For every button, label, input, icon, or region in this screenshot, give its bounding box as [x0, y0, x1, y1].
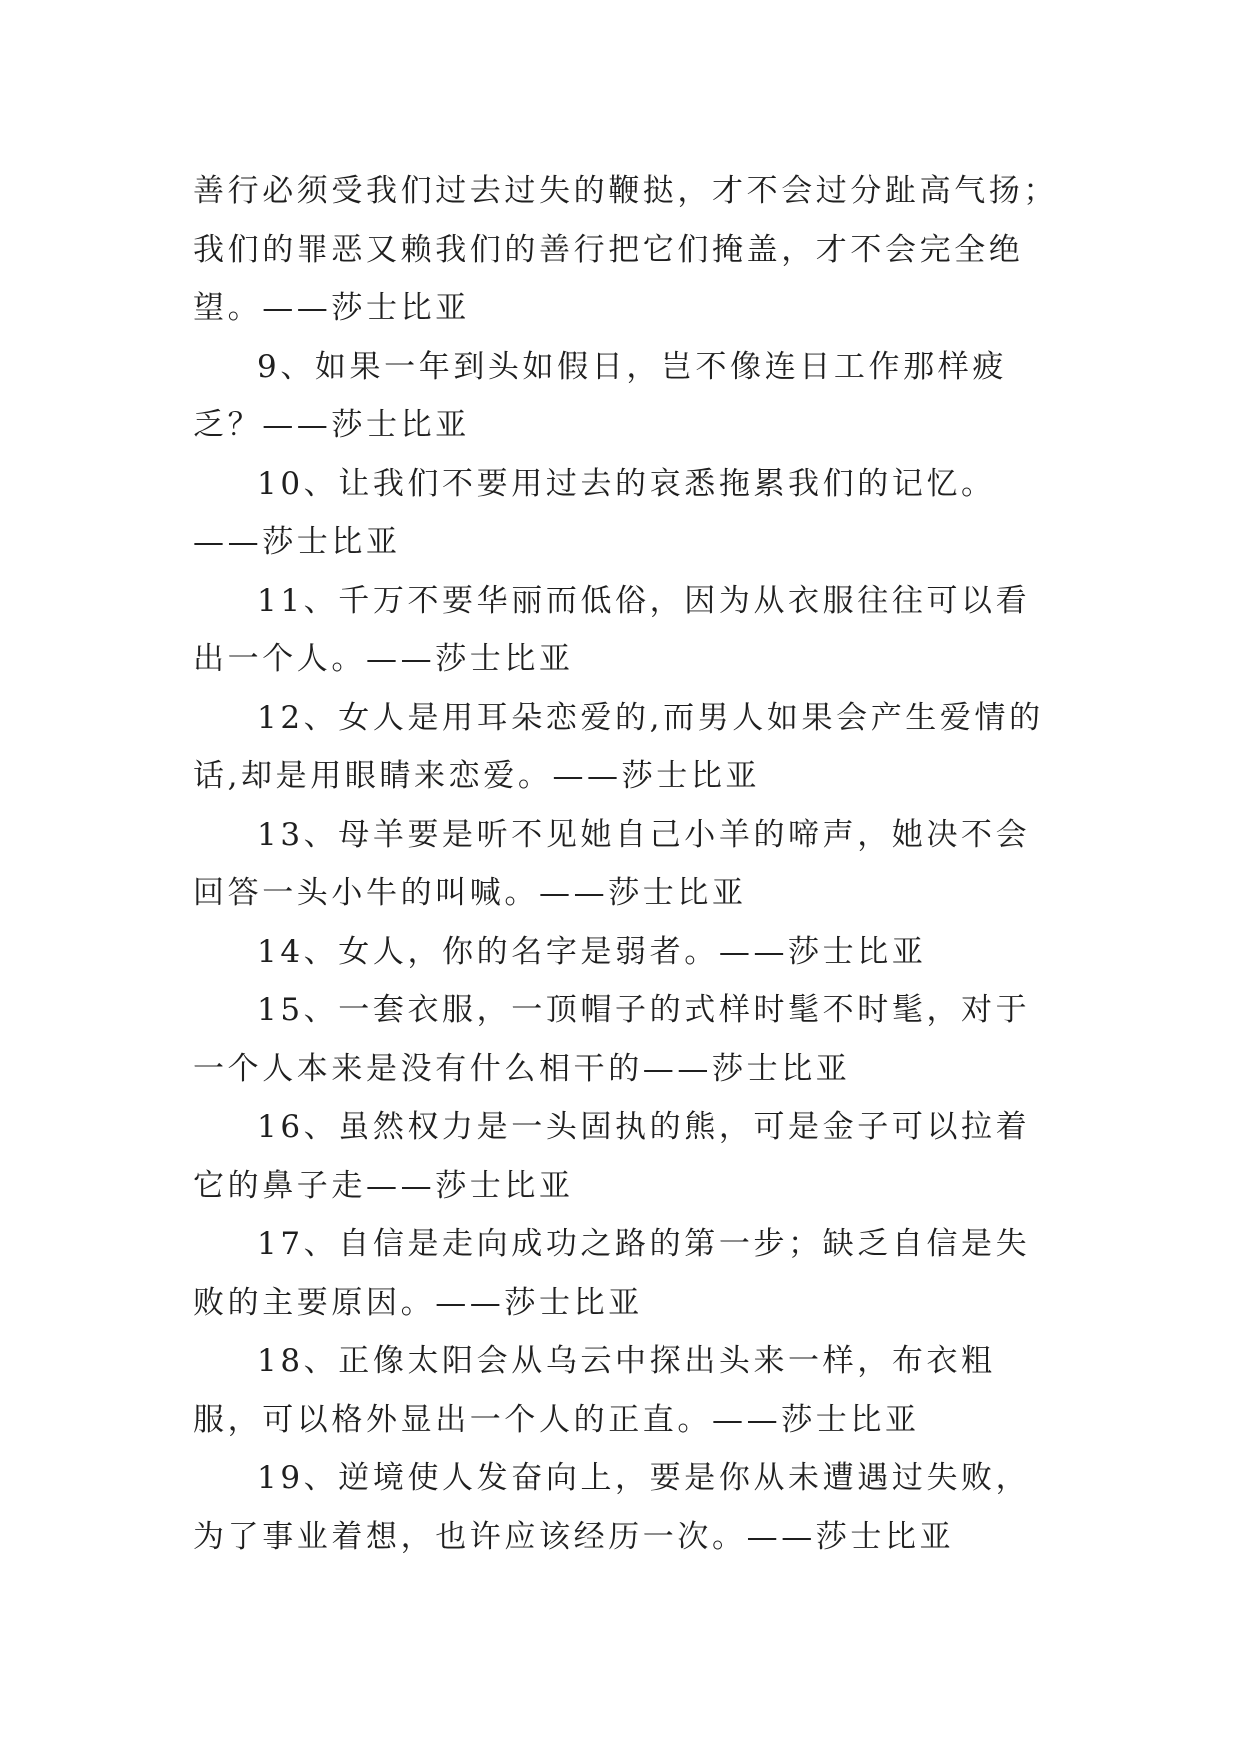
- document-body: [193, 162, 1063, 1566]
- quote-item-15: 15、一套衣服，一顶帽子的式样时髦不时髦，对于一个人本来是没有什么相干的——莎士比亚: [193, 992, 1031, 1087]
- paragraph-continued: 善行必须受我们过去过失的鞭挞，才不会过分趾高气扬；我们的罪恶又赖我们的善行把它们掩盖，才不会完全绝望。——莎士比亚: [193, 173, 1058, 326]
- quote-item-14: 14、女人，你的名字是弱者。——莎士比亚: [257, 933, 927, 970]
- quote-item-11: 11、千万不要华丽而低俗，因为从衣服往往可以看出一个人。——莎士比亚: [193, 582, 1031, 677]
- quote-item-12: 12、女人是用耳朵恋爱的,而男人如果会产生爱情的话,却是用眼睛来恋爱。——莎士比亚: [193, 699, 1044, 794]
- quote-item-18: 18、正像太阳会从乌云中探出头来一样，布衣粗服，可以格外显出一个人的正直。——莎士比亚: [193, 1343, 996, 1438]
- quote-item-16: 16、虽然权力是一头固执的熊，可是金子可以拉着它的鼻子走——莎士比亚: [193, 1109, 1031, 1204]
- quote-item-10: 10、让我们不要用过去的哀悉拖累我们的记忆。——莎士比亚: [193, 465, 996, 560]
- quote-item-17: 17、自信是走向成功之路的第一步；缺乏自信是失败的主要原因。——莎士比亚: [193, 1226, 1031, 1321]
- quote-item-13: 13、母羊要是听不见她自己小羊的啼声，她决不会回答一头小牛的叫喊。——莎士比亚: [193, 816, 1031, 911]
- quote-item-9: 9、如果一年到头如假日，岂不像连日工作那样疲乏？——莎士比亚: [193, 348, 1007, 443]
- quote-item-19: 19、逆境使人发奋向上，要是你从未遭遇过失败，为了事业着想，也许应该经历一次。——莎士比亚: [193, 1460, 1031, 1555]
